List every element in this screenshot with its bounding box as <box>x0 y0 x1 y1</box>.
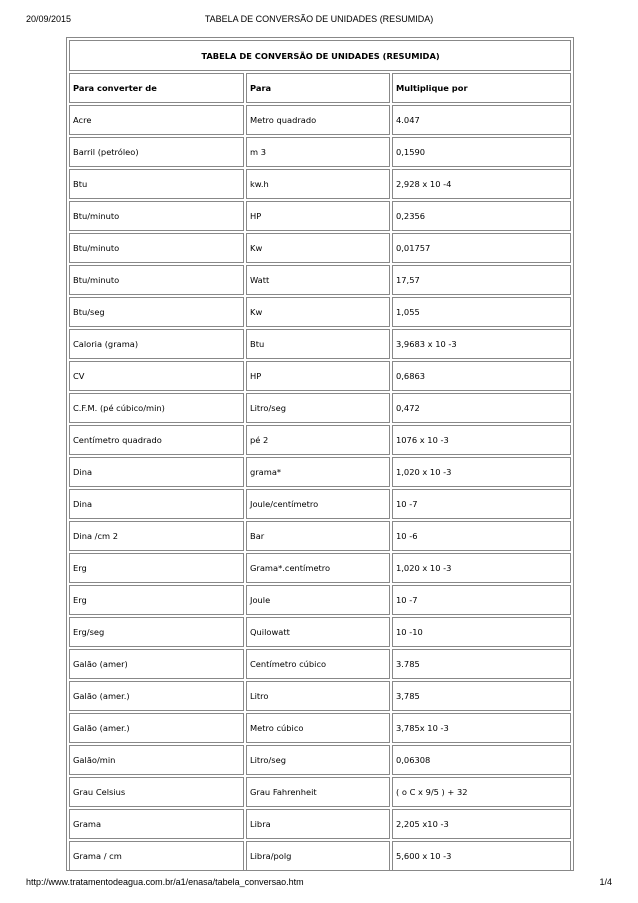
cell-factor: ( o C x 9/5 ) + 32 <box>392 777 571 807</box>
cell-from-unit: Galão (amer.) <box>69 713 244 743</box>
table-row <box>69 777 571 807</box>
cell-factor: 3.785 <box>392 649 571 679</box>
cell-from-unit: Btu/minuto <box>69 265 244 295</box>
table-row <box>69 745 571 775</box>
cell-to-unit: Centímetro cúbico <box>246 649 390 679</box>
cell-factor: 0,6863 <box>392 361 571 391</box>
cell-from-unit: Btu/seg <box>69 297 244 327</box>
cell-factor: 1,055 <box>392 297 571 327</box>
cell-from-unit: Erg <box>69 553 244 583</box>
cell-from-unit: Btu/minuto <box>69 201 244 231</box>
cell-from-unit: Galão (amer.) <box>69 681 244 711</box>
cell-to-unit: Grama*.centímetro <box>246 553 390 583</box>
table-row <box>69 297 571 327</box>
cell-factor: 3,785x 10 -3 <box>392 713 571 743</box>
cell-from-unit: CV <box>69 361 244 391</box>
table-row <box>69 201 571 231</box>
cell-to-unit: Metro quadrado <box>246 105 390 135</box>
table-row <box>69 553 571 583</box>
cell-factor: 17,57 <box>392 265 571 295</box>
cell-to-unit: Grau Fahrenheit <box>246 777 390 807</box>
cell-to-unit: grama* <box>246 457 390 487</box>
cell-to-unit: pé 2 <box>246 425 390 455</box>
page-number: 1/4 <box>599 877 612 887</box>
table-caption: TABELA DE CONVERSÃO DE UNIDADES (RESUMIDA) <box>69 40 571 71</box>
cell-to-unit: Libra/polg <box>246 841 390 871</box>
cell-factor: 1,020 x 10 -3 <box>392 457 571 487</box>
print-footer-url: http://www.tratamentodeagua.com.br/a1/enasa/tabela_conversao.htm <box>26 877 304 887</box>
table-row <box>69 681 571 711</box>
column-header-from: Para converter de <box>69 73 244 103</box>
cell-from-unit: Btu <box>69 169 244 199</box>
cell-to-unit: Kw <box>246 297 390 327</box>
conversion-table-container <box>66 37 574 871</box>
table-row <box>69 393 571 423</box>
cell-from-unit: Grama <box>69 809 244 839</box>
print-header-title: TABELA DE CONVERSÃO DE UNIDADES (RESUMIDA) <box>204 14 434 24</box>
table-row <box>69 521 571 551</box>
cell-to-unit: m 3 <box>246 137 390 167</box>
cell-factor: 2,205 x10 -3 <box>392 809 571 839</box>
cell-from-unit: Galão (amer) <box>69 649 244 679</box>
cell-to-unit: Litro/seg <box>246 745 390 775</box>
cell-to-unit: Joule/centímetro <box>246 489 390 519</box>
cell-from-unit: Barril (petróleo) <box>69 137 244 167</box>
cell-factor: 10 -7 <box>392 585 571 615</box>
cell-to-unit: Kw <box>246 233 390 263</box>
cell-to-unit: Btu <box>246 329 390 359</box>
cell-from-unit: Dina <box>69 457 244 487</box>
table-row <box>69 265 571 295</box>
cell-factor: 1,020 x 10 -3 <box>392 553 571 583</box>
cell-factor: 0,2356 <box>392 201 571 231</box>
cell-to-unit: Litro <box>246 681 390 711</box>
table-header-row <box>69 73 571 103</box>
cell-to-unit: Litro/seg <box>246 393 390 423</box>
cell-from-unit: C.F.M. (pé cúbico/min) <box>69 393 244 423</box>
cell-from-unit: Centímetro quadrado <box>69 425 244 455</box>
table-row <box>69 809 571 839</box>
cell-from-unit: Dina <box>69 489 244 519</box>
table-row <box>69 649 571 679</box>
cell-factor: 0,1590 <box>392 137 571 167</box>
cell-to-unit: Libra <box>246 809 390 839</box>
cell-from-unit: Caloria (grama) <box>69 329 244 359</box>
table-row <box>69 361 571 391</box>
cell-from-unit: Galão/min <box>69 745 244 775</box>
cell-factor: 1076 x 10 -3 <box>392 425 571 455</box>
cell-to-unit: Metro cúbico <box>246 713 390 743</box>
table-row <box>69 841 571 871</box>
cell-factor: 0,01757 <box>392 233 571 263</box>
cell-factor: 4.047 <box>392 105 571 135</box>
table-row <box>69 137 571 167</box>
cell-from-unit: Erg/seg <box>69 617 244 647</box>
cell-factor: 10 -10 <box>392 617 571 647</box>
table-row <box>69 329 571 359</box>
table-row <box>69 233 571 263</box>
cell-from-unit: Btu/minuto <box>69 233 244 263</box>
table-row <box>69 617 571 647</box>
table-row <box>69 169 571 199</box>
cell-factor: 3,9683 x 10 -3 <box>392 329 571 359</box>
table-row <box>69 425 571 455</box>
cell-factor: 10 -6 <box>392 521 571 551</box>
cell-factor: 5,600 x 10 -3 <box>392 841 571 871</box>
cell-to-unit: Quilowatt <box>246 617 390 647</box>
cell-to-unit: HP <box>246 201 390 231</box>
cell-from-unit: Grau Celsius <box>69 777 244 807</box>
table-row <box>69 585 571 615</box>
table-row <box>69 105 571 135</box>
cell-from-unit: Erg <box>69 585 244 615</box>
cell-from-unit: Dina /cm 2 <box>69 521 244 551</box>
cell-from-unit: Acre <box>69 105 244 135</box>
table-row <box>69 489 571 519</box>
cell-to-unit: HP <box>246 361 390 391</box>
cell-to-unit: Bar <box>246 521 390 551</box>
cell-factor: 3,785 <box>392 681 571 711</box>
cell-to-unit: Watt <box>246 265 390 295</box>
conversion-table <box>67 38 573 871</box>
cell-factor: 10 -7 <box>392 489 571 519</box>
table-caption-row <box>69 40 571 71</box>
cell-factor: 0,472 <box>392 393 571 423</box>
cell-to-unit: kw.h <box>246 169 390 199</box>
column-header-to: Para <box>246 73 390 103</box>
cell-from-unit: Grama / cm <box>69 841 244 871</box>
column-header-multiply: Multiplique por <box>392 73 571 103</box>
cell-factor: 2,928 x 10 -4 <box>392 169 571 199</box>
table-row <box>69 713 571 743</box>
table-row <box>69 457 571 487</box>
print-date: 20/09/2015 <box>26 14 72 24</box>
cell-factor: 0,06308 <box>392 745 571 775</box>
cell-to-unit: Joule <box>246 585 390 615</box>
